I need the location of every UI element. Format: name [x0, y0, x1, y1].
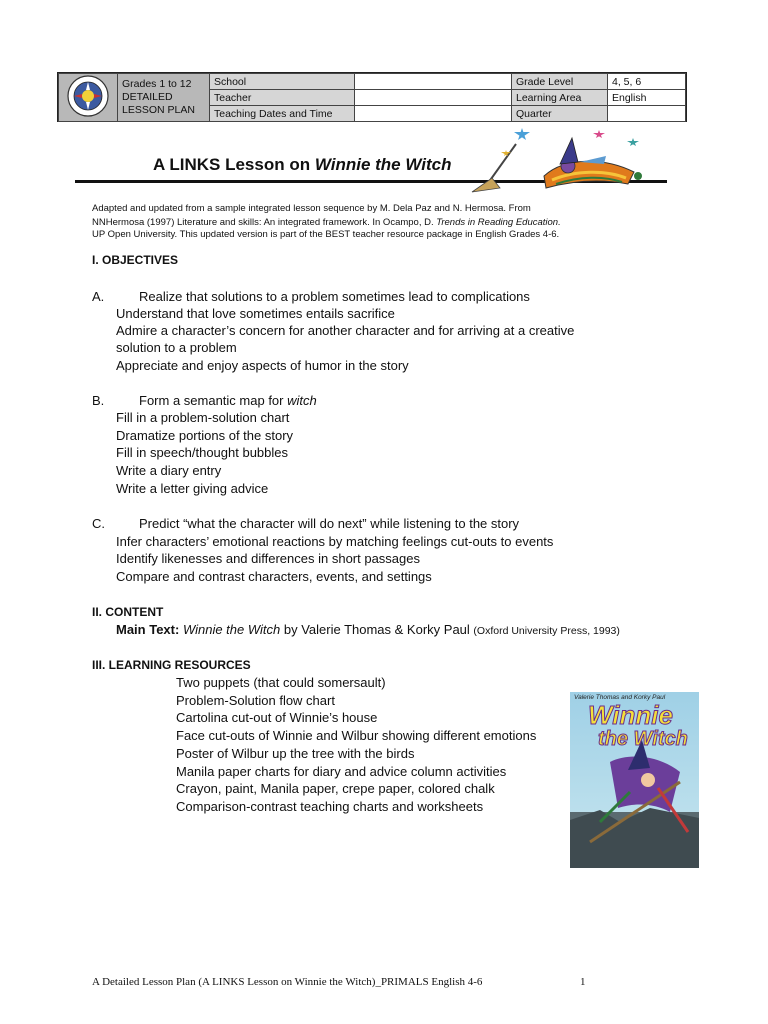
list-item: Comparison-contrast teaching charts and worksheets: [176, 799, 484, 814]
intro-line-2: NNHermosa (1997) Literature and skills: An integrated framework. In Ocampo, D. Trends in Reading Education.: [92, 217, 561, 228]
objective-a-first: Realize that solutions to a problem sometimes lead to complications: [139, 289, 530, 304]
list-item: Fill in speech/thought bubbles: [116, 445, 289, 460]
label-learning-area: Learning Area: [512, 90, 608, 106]
list-item: Cartolina cut-out of Winnie’s house: [176, 710, 378, 725]
list-item: Manila paper charts for diary and advice column activities: [176, 764, 507, 779]
list-item: Write a letter giving advice: [116, 481, 269, 496]
content-heading: II. CONTENT: [92, 605, 164, 619]
list-item: Appreciate and enjoy aspects of humor in the story: [116, 358, 409, 373]
objective-a-letter: A.: [92, 289, 105, 304]
list-item: Write a diary entry: [116, 463, 222, 478]
field-school[interactable]: [355, 74, 512, 90]
page-number: 1: [580, 976, 586, 988]
label-school: School: [210, 74, 355, 90]
label-quarter: Quarter: [512, 106, 608, 122]
label-grade-level: Grade Level: [512, 74, 608, 90]
main-text-line: Main Text: Winnie the Witch by Valerie Thomas & Korky Paul (Oxford University Press, 1993): [116, 622, 620, 637]
objective-b-first: Form a semantic map for witch: [139, 393, 317, 408]
cover-title-1: Winnie: [588, 700, 673, 730]
list-item: Two puppets (that could somersault): [176, 675, 386, 690]
objective-b-letter: B.: [92, 393, 105, 408]
header-table: [57, 72, 687, 122]
label-dates: Teaching Dates and Time: [210, 106, 355, 122]
objective-c-first: Predict “what the character will do next” while listening to the story: [139, 516, 520, 531]
list-item: Infer characters’ emotional reactions by matching feelings cut-outs to events: [116, 534, 554, 549]
page-footer: A Detailed Lesson Plan (A LINKS Lesson on Winnie the Witch)_PRIMALS English 4-6: [92, 976, 483, 988]
list-item: Face cut-outs of Winnie and Wilbur showing different emotions: [176, 728, 537, 743]
list-item: Compare and contrast characters, events, and settings: [116, 569, 432, 584]
intro-line-3: UP Open University. This updated version is part of the BEST teacher resource package in English Grades 4-6.: [92, 229, 560, 240]
value-quarter[interactable]: [608, 106, 686, 122]
page-title: A LINKS Lesson on Winnie the Witch: [153, 155, 452, 174]
objective-c-letter: C.: [92, 516, 105, 531]
list-item: Crayon, paint, Manila paper, crepe paper, colored chalk: [176, 781, 495, 796]
cover-title-2: the Witch: [598, 728, 688, 750]
list-item: solution to a problem: [116, 340, 237, 355]
list-item: Identify likenesses and differences in short passages: [116, 551, 420, 566]
cover-authors: Valerie Thomas and Korky Paul: [574, 694, 666, 701]
list-item: Understand that love sometimes entails sacrifice: [116, 306, 395, 321]
resources-heading: III. LEARNING RESOURCES: [92, 658, 251, 672]
list-item: Poster of Wilbur up the tree with the birds: [176, 746, 415, 761]
deped-seal-icon: [66, 74, 110, 118]
objectives-heading: I. OBJECTIVES: [92, 253, 179, 267]
value-learning-area: English: [608, 90, 686, 106]
intro-line-1: Adapted and updated from a sample integrated lesson sequence by M. Dela Paz and N. Hermosa. From: [92, 203, 531, 214]
list-item: Problem-Solution flow chart: [176, 693, 335, 708]
list-item: Dramatize portions of the story: [116, 428, 294, 443]
list-item: Fill in a problem-solution chart: [116, 410, 290, 425]
program-label: Grades 1 to 12 DETAILED LESSON PLAN: [118, 74, 210, 122]
deped-seal: [59, 74, 118, 122]
book-cover-image: [570, 692, 699, 868]
field-teacher[interactable]: [355, 90, 512, 106]
witch-broom-illustration: [456, 126, 646, 194]
value-grade-level: 4, 5, 6: [608, 74, 686, 90]
list-item: Admire a character’s concern for another character and for arriving at a creative: [116, 323, 575, 338]
field-dates[interactable]: [355, 106, 512, 122]
label-teacher: Teacher: [210, 90, 355, 106]
